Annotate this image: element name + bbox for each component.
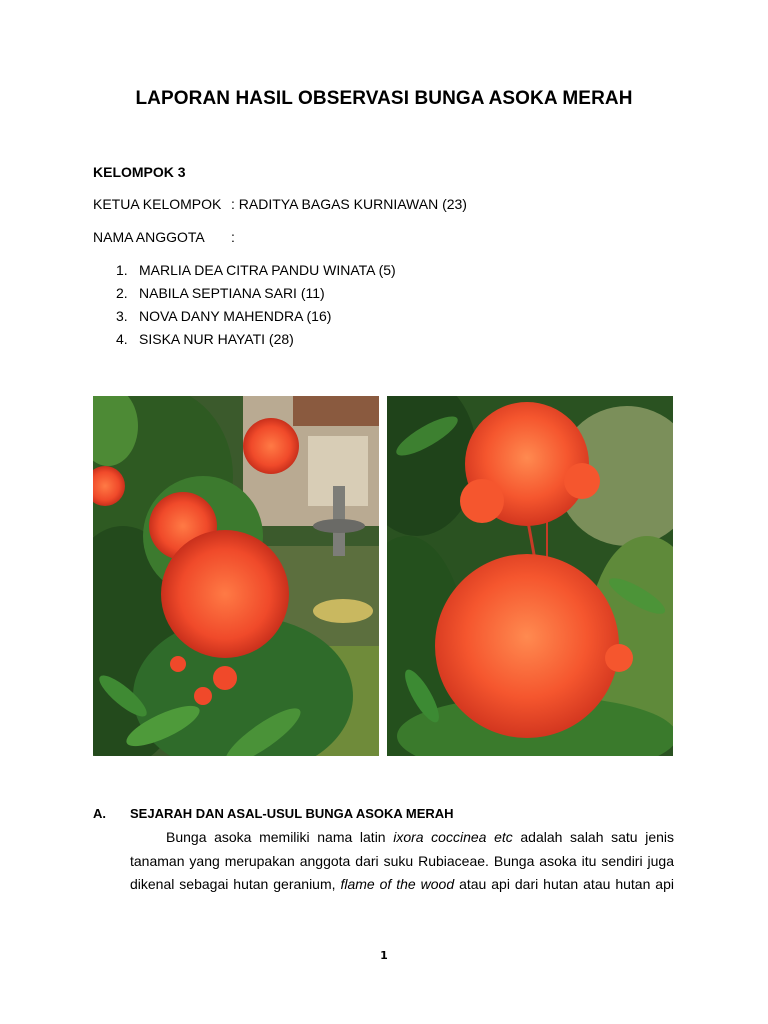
group-label: KELOMPOK 3: [93, 164, 186, 180]
members-label: NAMA ANGGOTA: [93, 229, 205, 245]
members-line: [93, 229, 235, 245]
list-number: 3.: [116, 308, 128, 324]
members-list: [116, 262, 396, 354]
list-item: [116, 285, 396, 308]
page-number: 1: [380, 949, 388, 962]
paragraph-line: Bunga asoka memiliki nama latin ixora coccinea etc adalah salah satu jenis: [166, 829, 675, 845]
member-name: MARLIA DEA CITRA PANDU WINATA (5): [139, 262, 396, 278]
list-number: 2.: [116, 285, 128, 301]
flower-photo-left: [93, 396, 379, 756]
list-item: [116, 262, 396, 285]
leader-line: [93, 196, 467, 212]
leader-name: : RADITYA BAGAS KURNIAWAN (23): [231, 196, 467, 212]
member-name: SISKA NUR HAYATI (28): [139, 331, 294, 347]
member-name: NOVA DANY MAHENDRA (16): [139, 308, 332, 324]
section-a-heading: [93, 806, 454, 821]
flower-photo-right: [387, 396, 673, 756]
list-number: 4.: [116, 331, 128, 347]
list-number: 1.: [116, 262, 128, 278]
section-title: SEJARAH DAN ASAL-USUL BUNGA ASOKA MERAH: [130, 806, 454, 821]
section-letter: A.: [93, 806, 106, 821]
members-colon: :: [231, 229, 235, 245]
paragraph-line: tanaman yang merupakan anggota dari suku Rubiaceae. Bunga asoka itu sendiri juga: [130, 852, 674, 869]
list-item: [116, 308, 396, 331]
paragraph-line: dikenal sebagai hutan geranium, flame of the wood atau api dari hutan atau hutan api: [130, 876, 674, 892]
member-name: NABILA SEPTIANA SARI (11): [139, 285, 325, 301]
list-item: [116, 331, 396, 354]
leader-label: KETUA KELOMPOK: [93, 196, 222, 212]
page-title: LAPORAN HASIL OBSERVASI BUNGA ASOKA MERAH: [135, 88, 633, 109]
section-a-paragraph: [130, 826, 674, 897]
